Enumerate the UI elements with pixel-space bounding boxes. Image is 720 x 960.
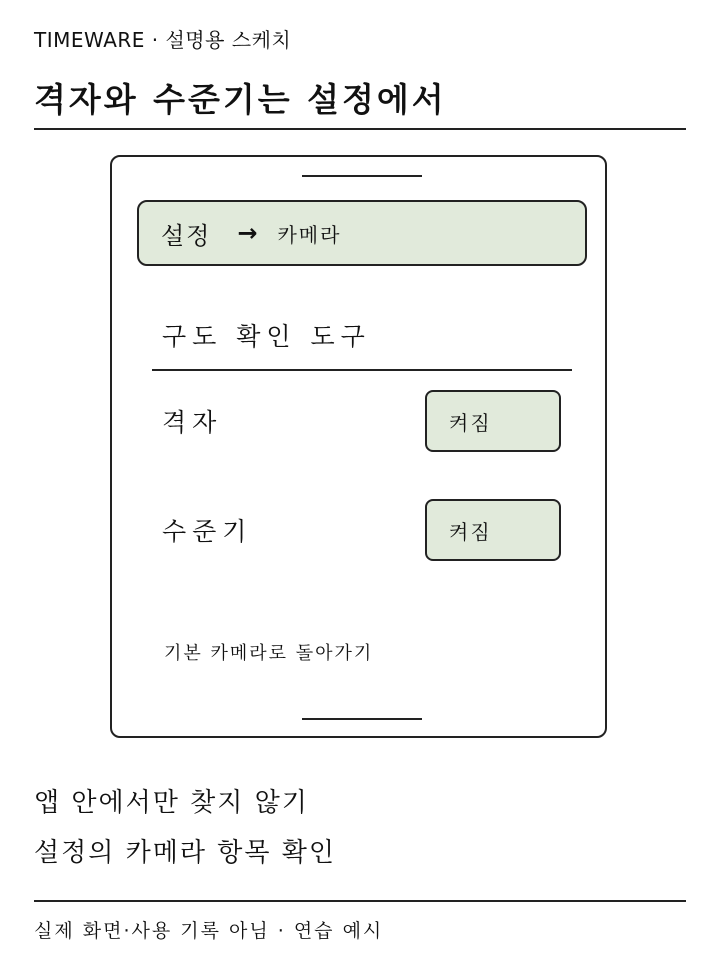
note-line: 설정의 카메라 항목 확인 — [34, 838, 336, 868]
page-title: 격자와 수준기는 설정에서 — [34, 80, 447, 119]
footer-divider — [34, 900, 686, 902]
grid-toggle-state: 켜짐 — [449, 410, 492, 435]
path-destination-label: 카메라 — [277, 222, 342, 247]
arrow-right-icon: → — [237, 219, 260, 247]
section-divider — [152, 369, 572, 371]
grid-toggle[interactable] — [425, 390, 561, 452]
header-divider — [34, 128, 686, 130]
back-to-camera-link[interactable]: 기본 카메라로 돌아가기 — [164, 643, 374, 664]
path-start-label: 설정 — [161, 221, 212, 250]
level-toggle-state: 켜짐 — [449, 519, 492, 544]
note-line: 앱 안에서만 찾지 않기 — [34, 788, 309, 818]
home-indicator — [302, 718, 422, 720]
level-toggle[interactable] — [425, 499, 561, 561]
grid-setting-label: 격자 — [162, 408, 223, 437]
top-handle — [302, 175, 422, 177]
section-title: 구도 확인 도구 — [162, 322, 371, 351]
phone-frame — [110, 155, 607, 738]
level-setting-label: 수준기 — [162, 517, 253, 546]
settings-path-button[interactable] — [137, 200, 587, 266]
footer-disclaimer: 실제 화면·사용 기록 아님 · 연습 예시 — [34, 920, 384, 942]
brand-caption: TIMEWARE · 설명용 스케치 — [34, 28, 292, 52]
